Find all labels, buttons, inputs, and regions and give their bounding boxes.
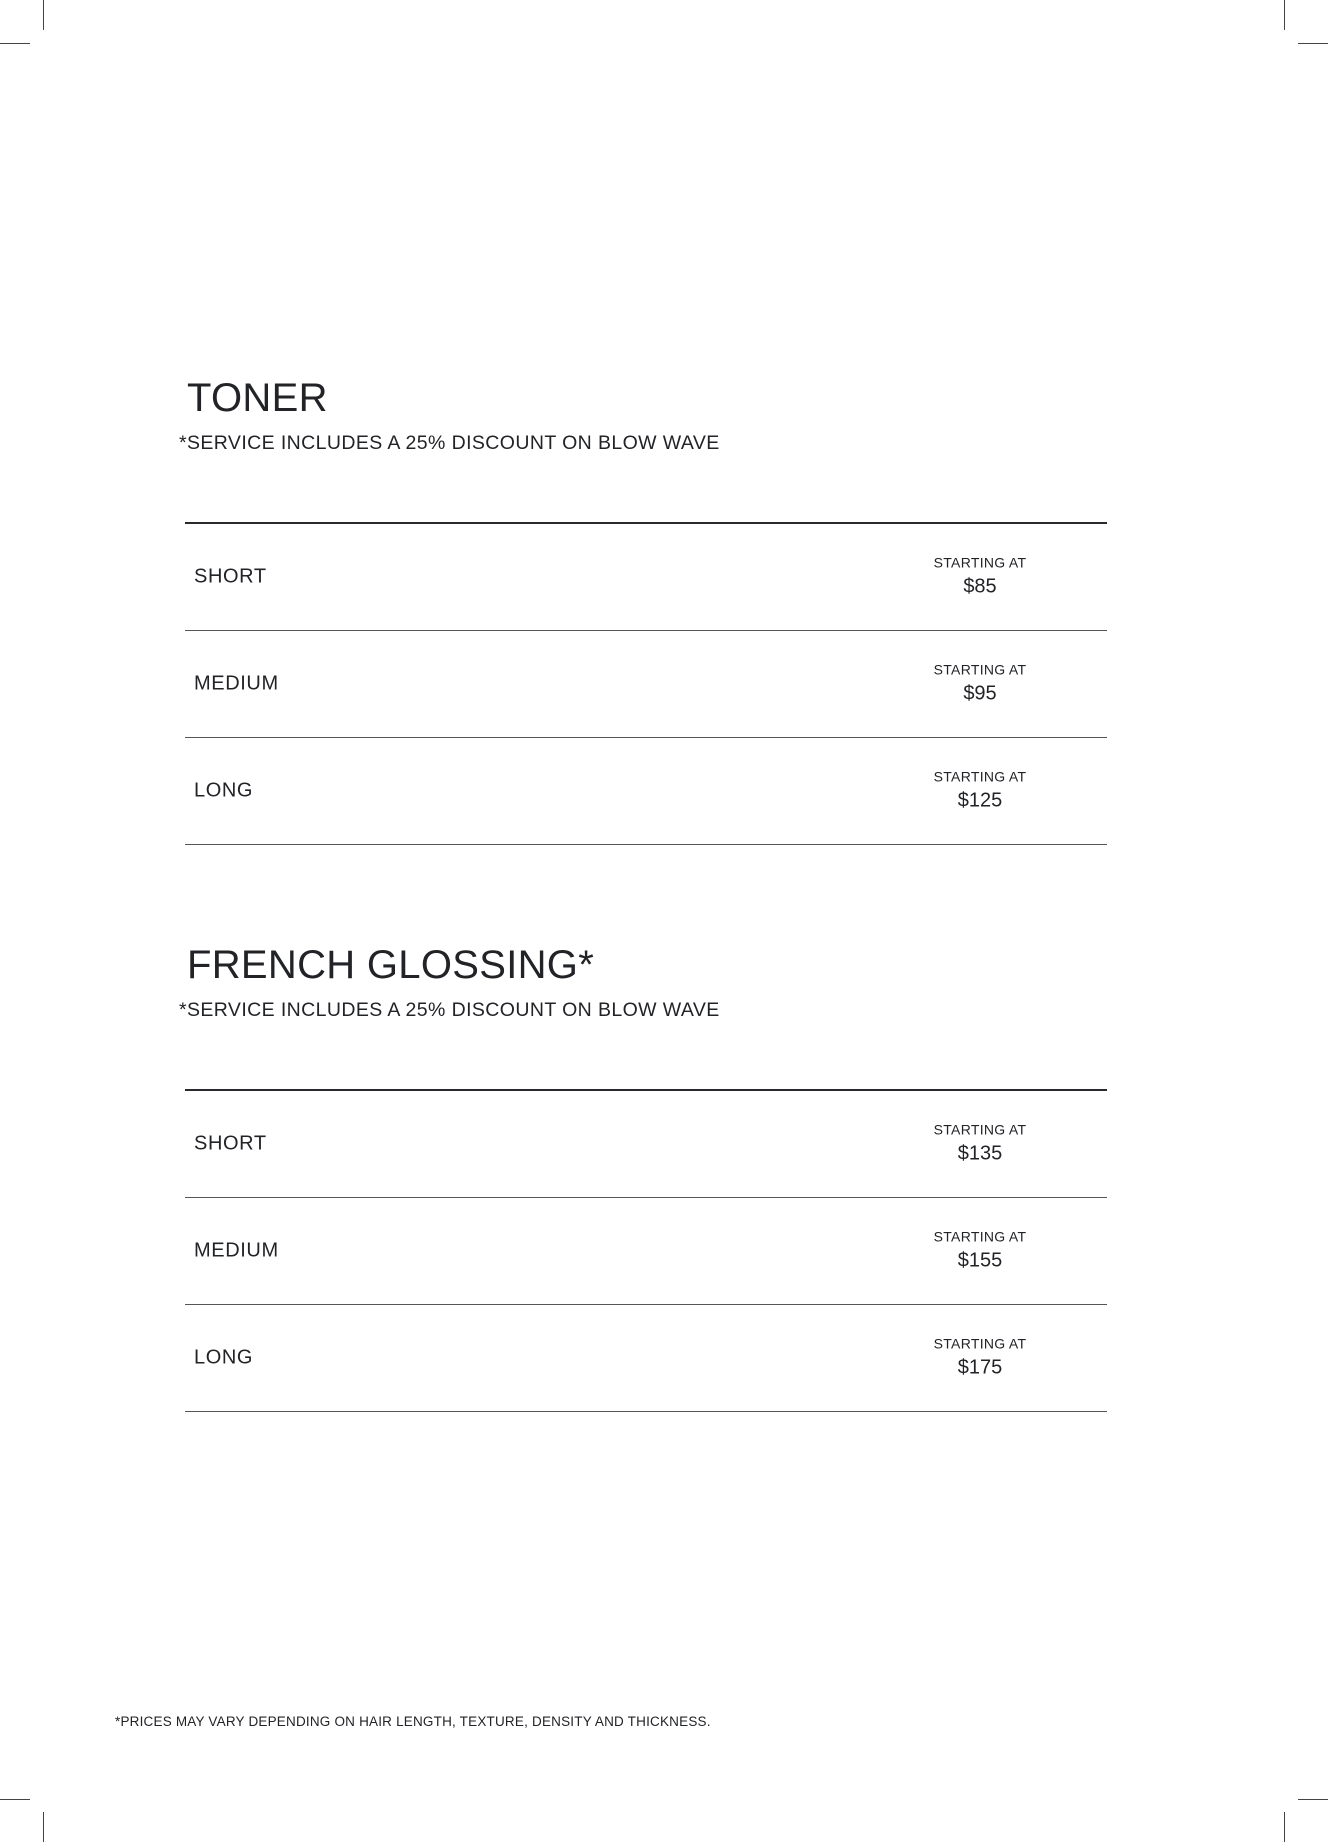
crop-mark-bottom-left-vertical: [43, 1812, 44, 1842]
crop-mark-top-right-vertical: [1284, 0, 1285, 30]
row-label: SHORT: [194, 565, 267, 588]
crop-mark-top-left-vertical: [43, 0, 44, 30]
price-value: $175: [957, 1356, 1003, 1379]
price-row: [185, 1305, 1107, 1412]
price-value: $135: [957, 1142, 1003, 1165]
price-row: [185, 524, 1107, 631]
price-row: [185, 1198, 1107, 1305]
price-block: [905, 662, 1055, 707]
section-title: FRENCH GLOSSING*: [187, 943, 595, 987]
crop-mark-top-right-horizontal: [1298, 43, 1328, 44]
crop-mark-bottom-right-horizontal: [1298, 1799, 1328, 1800]
price-block: [905, 1229, 1055, 1274]
row-label: SHORT: [194, 1132, 267, 1155]
crop-mark-bottom-right-vertical: [1284, 1812, 1285, 1842]
price-block: [905, 1122, 1055, 1167]
price-value: $155: [957, 1249, 1003, 1272]
price-table: [185, 1089, 1107, 1412]
price-caption: STARTING AT: [933, 1228, 1027, 1245]
price-caption: STARTING AT: [933, 1335, 1027, 1352]
price-block: [905, 1336, 1055, 1381]
crop-mark-bottom-left-horizontal: [0, 1799, 30, 1800]
section-note: *SERVICE INCLUDES A 25% DISCOUNT ON BLOW WAVE: [179, 999, 720, 1021]
price-value: $85: [963, 575, 997, 598]
crop-mark-top-left-horizontal: [0, 43, 30, 44]
section-title: TONER: [187, 376, 328, 420]
price-caption: STARTING AT: [933, 768, 1027, 785]
price-caption: STARTING AT: [933, 1121, 1027, 1138]
price-table: [185, 522, 1107, 845]
price-value: $125: [957, 789, 1003, 812]
price-row: [185, 738, 1107, 845]
price-value: $95: [963, 682, 997, 705]
row-label: LONG: [194, 1346, 254, 1369]
row-label: MEDIUM: [194, 672, 279, 695]
price-caption: STARTING AT: [933, 554, 1027, 571]
price-block: [905, 555, 1055, 600]
price-row: [185, 1091, 1107, 1198]
section-note: *SERVICE INCLUDES A 25% DISCOUNT ON BLOW WAVE: [179, 432, 720, 454]
row-label: MEDIUM: [194, 1239, 279, 1262]
row-label: LONG: [194, 779, 254, 802]
footnote: *PRICES MAY VARY DEPENDING ON HAIR LENGTH, TEXTURE, DENSITY AND THICKNESS.: [115, 1714, 711, 1729]
price-block: [905, 769, 1055, 814]
price-row: [185, 631, 1107, 738]
price-caption: STARTING AT: [933, 661, 1027, 678]
